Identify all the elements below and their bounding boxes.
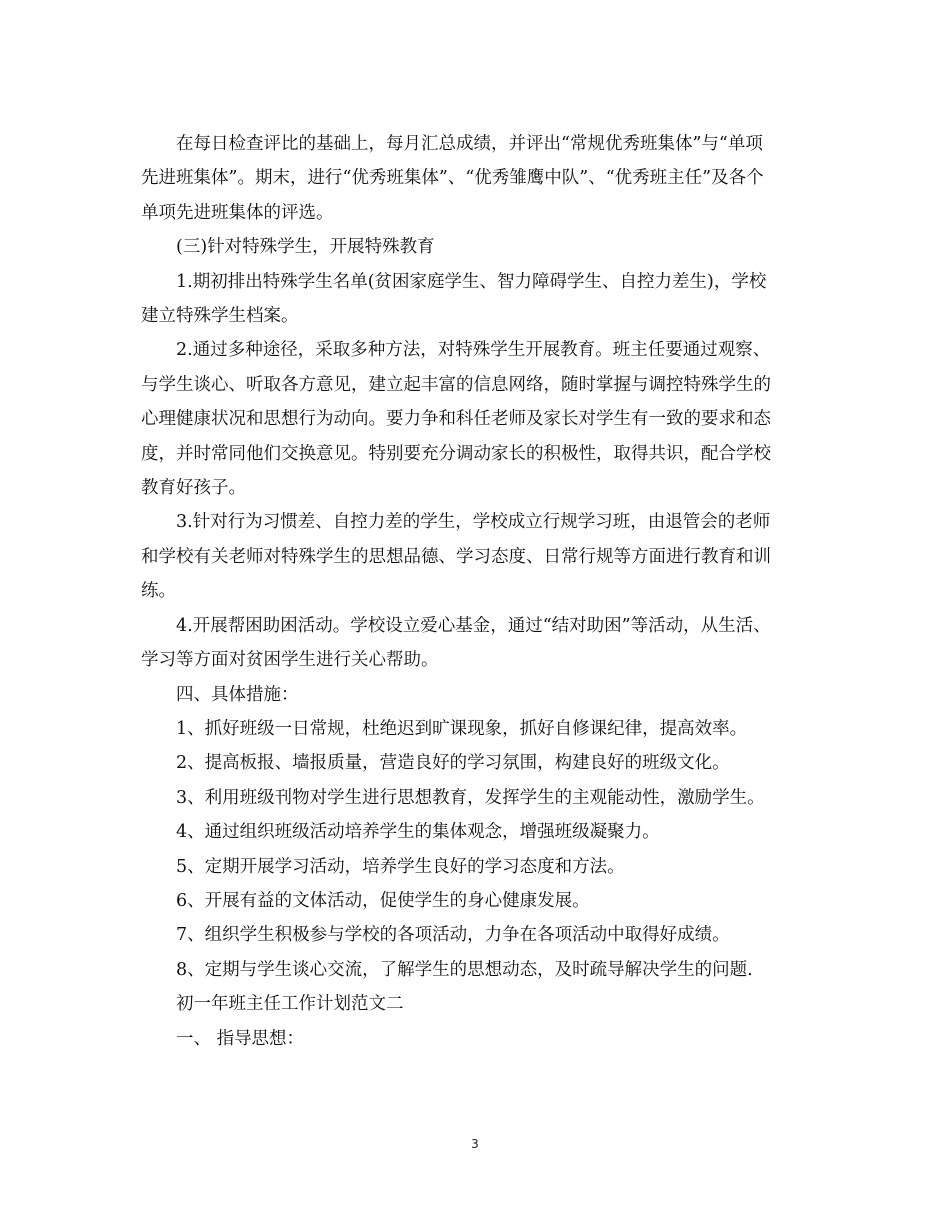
paragraph — [141, 230, 815, 264]
paragraph-line: 学习等方面对贫困学生进行关心帮助。 — [141, 650, 439, 671]
paragraph-line: 2.通过多种途径，采取多种方法，对特殊学生开展教育。班主任要通过观察、 — [176, 340, 771, 361]
paragraph-line: 初一年班主任工作计划范文二 — [176, 994, 404, 1015]
paragraph-line: 与学生谈心、听取各方意见，建立起丰富的信息网络，随时掌握与调控特殊学生的 — [141, 374, 771, 395]
paragraph-line: 5、定期开展学习活动，培养学生良好的学习态度和方法。 — [176, 856, 625, 877]
paragraph — [141, 781, 815, 815]
paragraph — [141, 987, 815, 1021]
paragraph-line: 度，并时常同他们交换意见。特别要充分调动家长的积极性，取得共识，配合学校 — [141, 443, 771, 464]
paragraph-line: 4.开展帮困助困活动。学校设立爱心基金，通过“结对助困”等活动，从生活、 — [176, 615, 771, 636]
paragraph — [141, 678, 815, 712]
paragraph-line: 建立特殊学生档案。 — [141, 306, 299, 327]
paragraph-line: 和学校有关老师对特殊学生的思想品德、学习态度、日常行规等方面进行教育和训 — [141, 546, 771, 567]
paragraph-line: 练。 — [141, 581, 176, 602]
paragraph — [141, 953, 815, 987]
paragraph — [141, 127, 815, 230]
document-body — [141, 127, 815, 1056]
paragraph — [141, 815, 815, 849]
paragraph — [141, 850, 815, 884]
paragraph-line: 教育好孩子。 — [141, 478, 246, 499]
paragraph — [141, 609, 815, 678]
paragraph — [141, 505, 815, 608]
paragraph-line: 四、具体措施： — [176, 684, 299, 705]
paragraph-line: 8、定期与学生谈心交流，了解学生的思想动态，及时疏导解决学生的问题. — [176, 959, 753, 980]
paragraph-line: 心理健康状况和思想行为动向。要力争和科任老师及家长对学生有一致的要求和态 — [141, 409, 771, 430]
paragraph-line: 4、通过组织班级活动培养学生的集体观念，增强班级凝聚力。 — [176, 822, 660, 843]
paragraph-line: 1、抓好班级一日常规，杜绝迟到旷课现象，抓好自修课纪律，提高效率。 — [176, 718, 748, 739]
paragraph-line: 一、 指导思想： — [176, 1028, 305, 1049]
paragraph-line: 1.期初排出特殊学生名单(贫困家庭学生、智力障碍学生、自控力差生)，学校 — [176, 271, 767, 292]
paragraph-line: 7、组织学生积极参与学校的各项活动，力争在各项活动中取得好成绩。 — [176, 925, 730, 946]
paragraph-line: 单项先进班集体的评选。 — [141, 202, 334, 223]
paragraph — [141, 333, 815, 505]
paragraph-line: (三)针对特殊学生，开展特殊教育 — [176, 237, 435, 258]
paragraph-line: 3.针对行为习惯差、自控力差的学生，学校成立行规学习班，由退管会的老师 — [176, 512, 771, 533]
paragraph — [141, 265, 815, 334]
paragraph — [141, 884, 815, 918]
paragraph-line: 在每日检查评比的基础上，每月汇总成绩，并评出“常规优秀班集体”与“单项 — [176, 134, 763, 154]
paragraph — [141, 918, 815, 952]
page-number: 3 — [471, 1137, 479, 1151]
paragraph-line: 2、提高板报、墙报质量，营造良好的学习氛围，构建良好的班级文化。 — [176, 753, 730, 774]
paragraph — [141, 746, 815, 780]
paragraph-line: 3、利用班级刊物对学生进行思想教育，发挥学生的主观能动性，激励学生。 — [176, 787, 765, 808]
paragraph — [141, 712, 815, 746]
paragraph-line: 先进班集体”。期末，进行“优秀班集体”、“优秀雏鹰中队”、“优秀班主任”及各个 — [141, 168, 764, 189]
paragraph-line: 6、开展有益的文体活动，促使学生的身心健康发展。 — [176, 890, 590, 911]
paragraph — [141, 1022, 815, 1056]
